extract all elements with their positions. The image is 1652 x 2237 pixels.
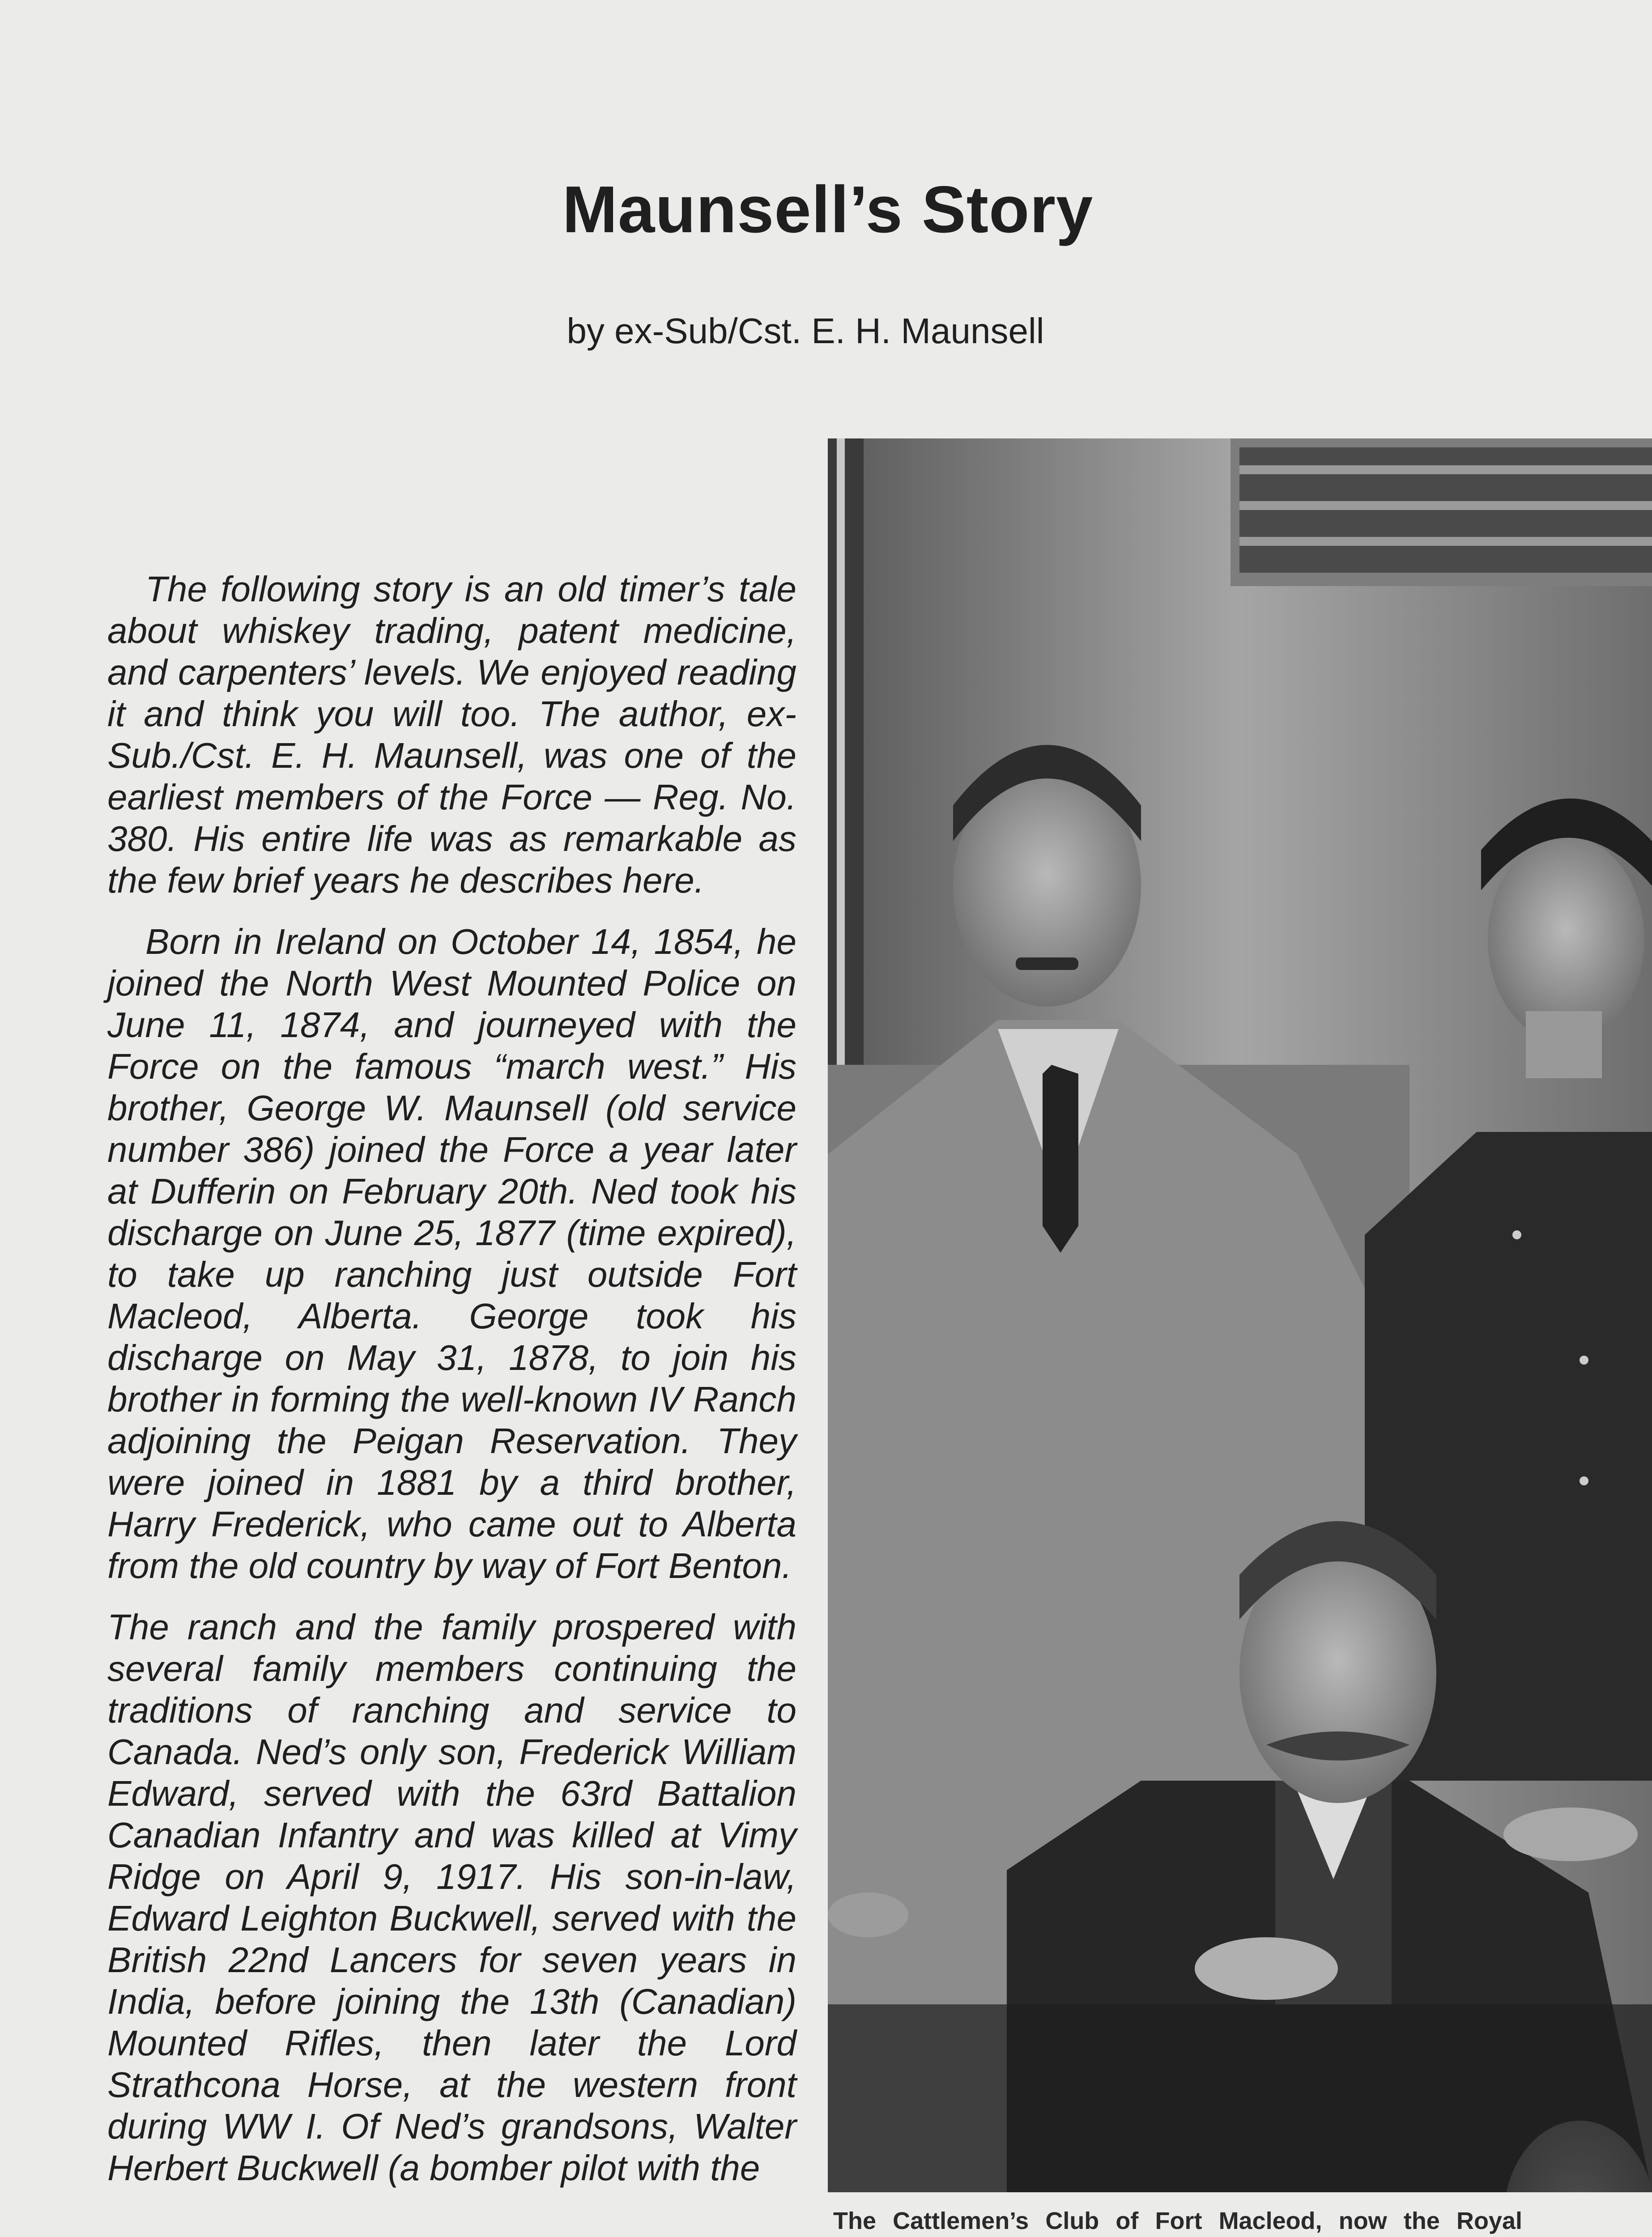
photo-caption: The Cattlemen’s Club of Fort Macleod, now the Royal [833,2207,1522,2234]
article-title: Maunsell’s Story [562,173,1094,247]
article-body [107,568,796,2208]
historical-photograph [828,438,1652,2192]
body-paragraph: The ranch and the family prospered with several family members continuing the traditions of ranching and service to Canada. Ned’s only son, Frederick William Edward, served with the 63rd Battalion Canadian Infantry and was killed at Vimy Ridge on April 9, 1917. His son-in-law, Edward Leighton Buckwell, served with the British 22nd Lancers for seven years in India, before joining the 13th (Canadian) Mounted Rifles, then later the Lord Strathcona Horse, at the western front during WW I. Of Ned’s grandsons, Walter Herbert Buckwell (a bomber pilot with the [107,1607,796,2188]
body-paragraph: Born in Ireland on October 14, 1854, he joined the North West Mounted Police on June 11, 1874, and journeyed with the Force on the famous “march west.” His brother, George W. Maunsell (old service number 386) joined the Force a year later at Dufferin on February 20th. Ned took his discharge on June 25, 1877 (time expired), to take up ranching just outside Fort Macleod, Alberta. George took his discharge on May 31, 1878, to join his brother in forming the well-known IV Ranch adjoining the Peigan Reservation. They were joined in 1881 by a third brother, Harry Frederick, who came out to Alberta from the old country by way of Fort Benton. [107,922,796,1586]
article-byline: by ex-Sub/Cst. E. H. Maunsell [566,311,1044,351]
intro-paragraph: The following story is an old timer’s tale about whiskey trading, patent medicine, and carpenters’ levels. We enjoyed reading it and think you will too. The author, ex-Sub./Cst. E. H. Maunsell, was one of the earliest members of the Force — Reg. No. 380. His entire life was as remarkable as the few brief years he describes here. [107,569,796,900]
